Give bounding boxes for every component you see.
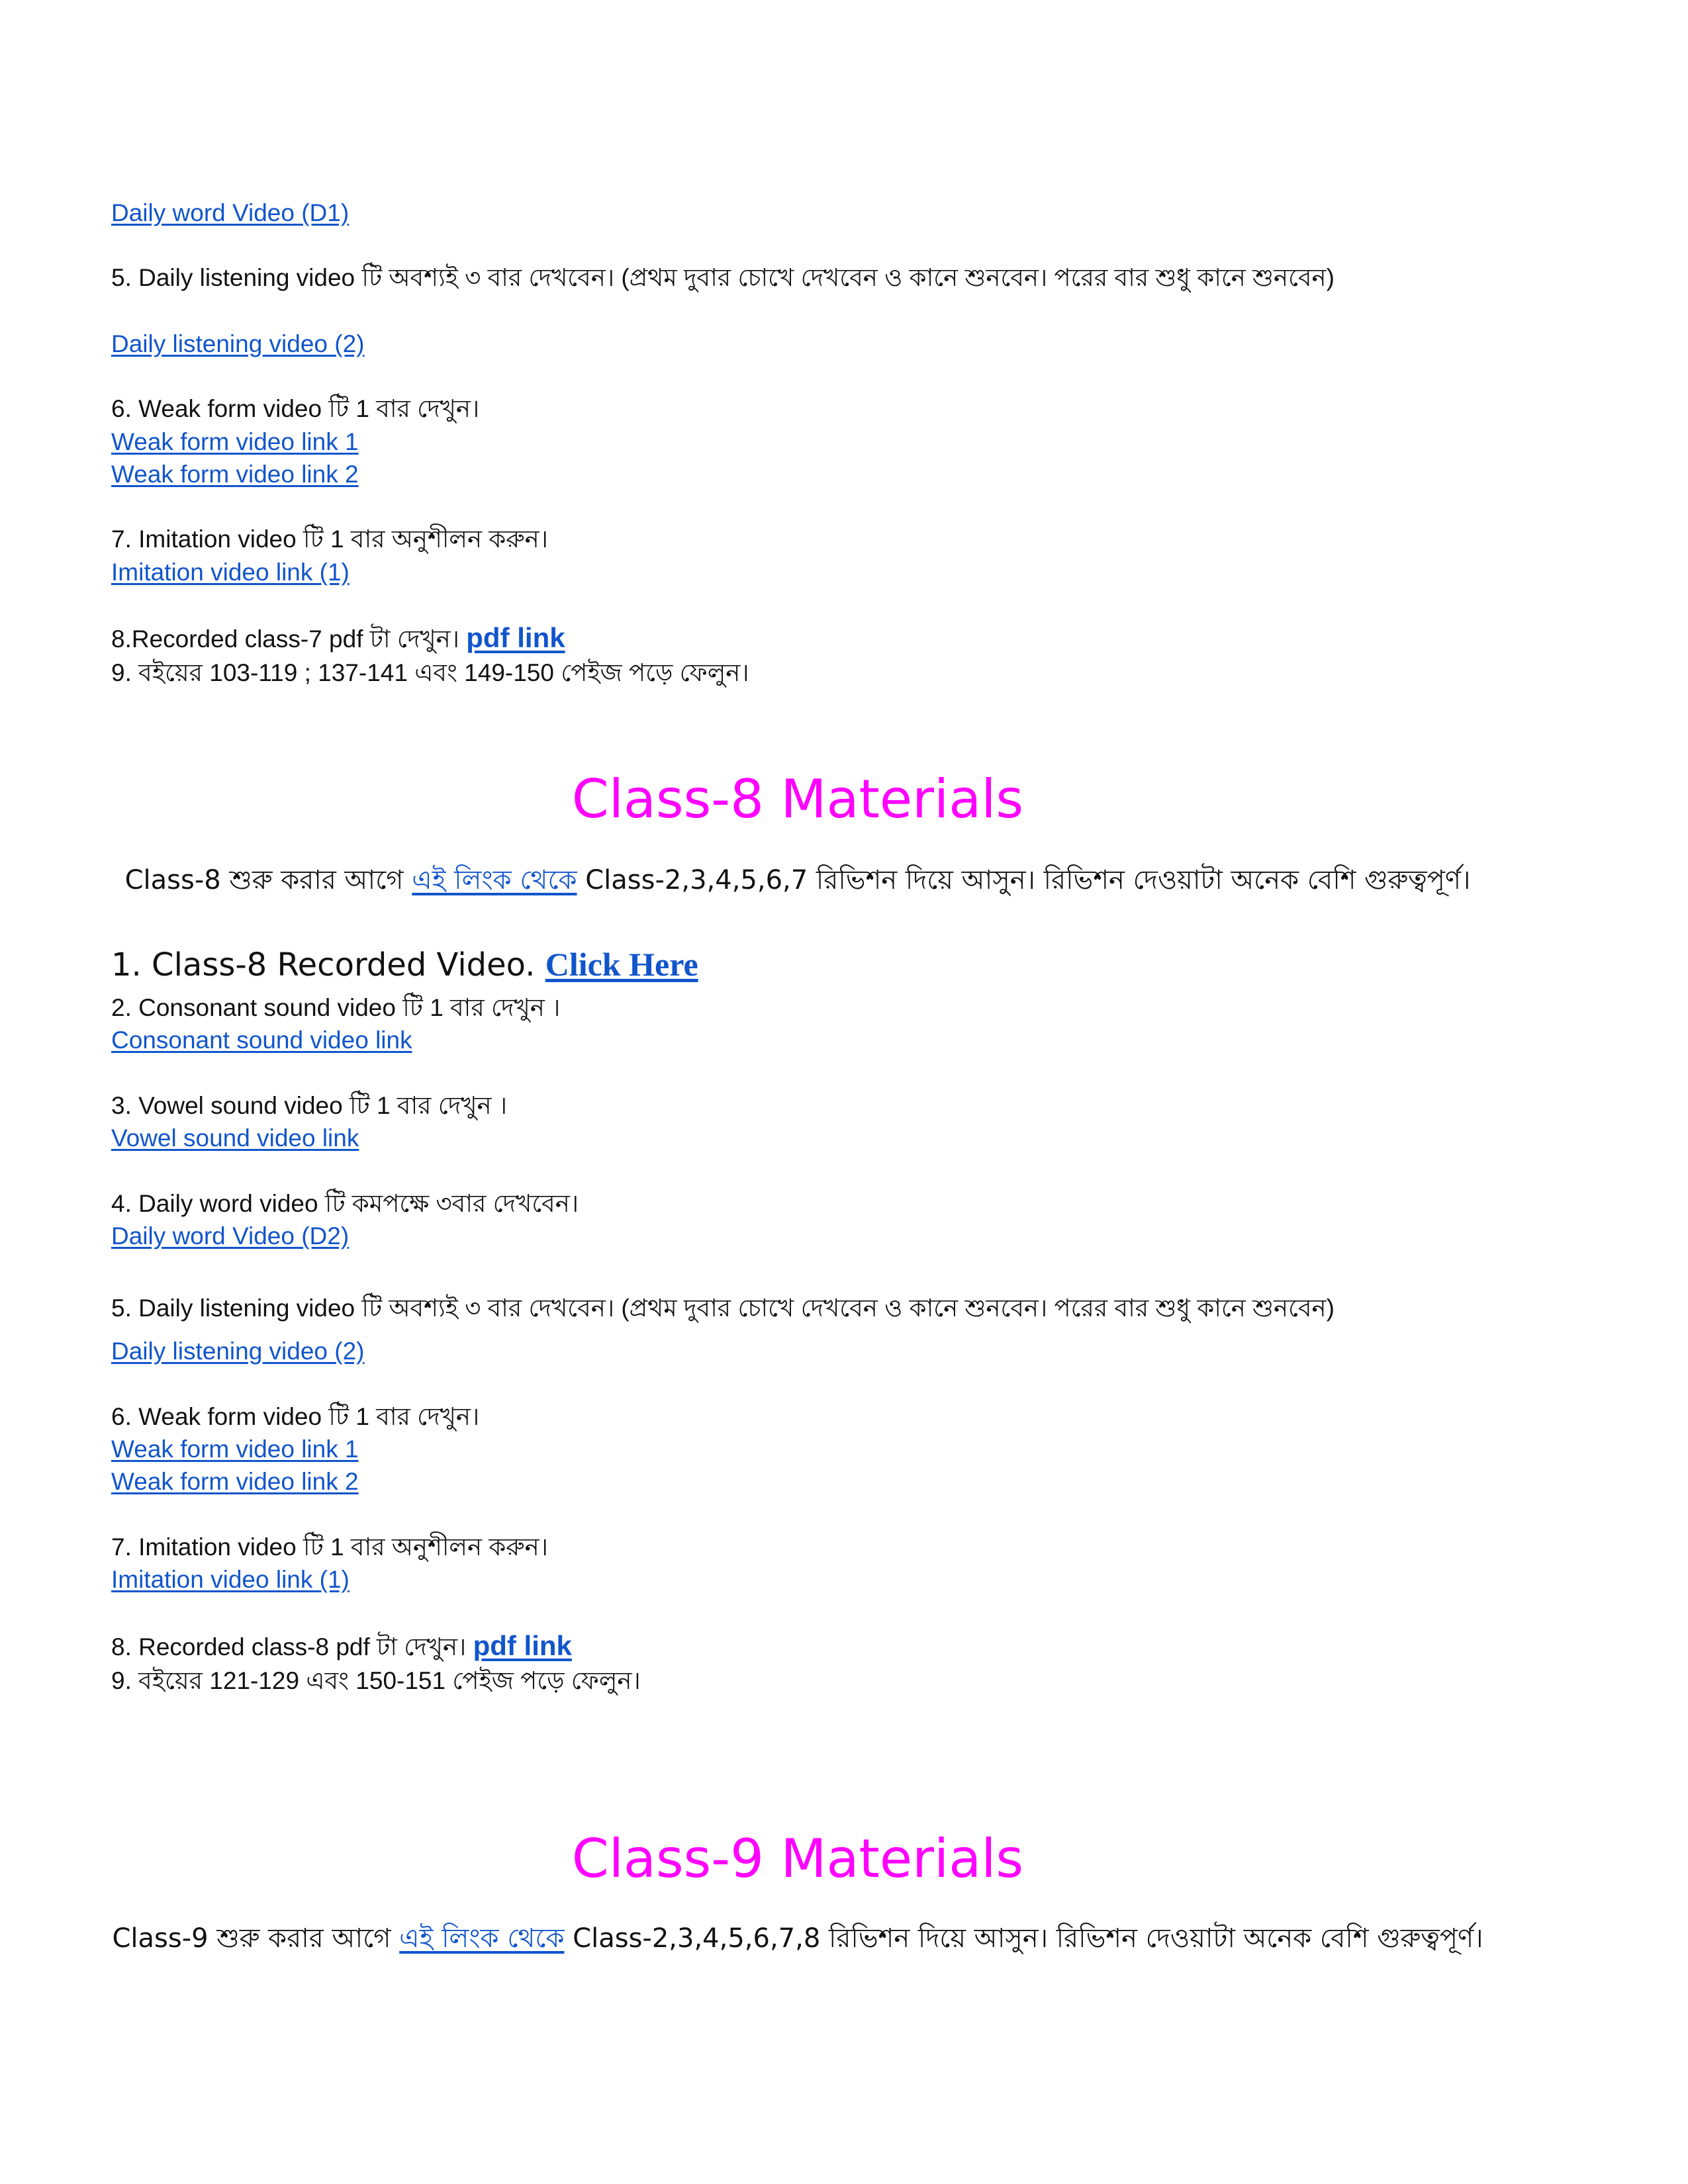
s7-daily-listening-link[interactable]: Daily listening video (2) — [111, 330, 365, 357]
s7-item7-text: 7. Imitation video টি 1 বার অনুশীলন করুন। — [111, 525, 548, 553]
class8-intro — [0, 862, 1595, 899]
s8-item2-line — [111, 1024, 412, 1056]
class8-intro-after: Class-2,3,4,5,6,7 রিভিশন দিয়ে আসুন। রিভিশন দেওয়াটা অনেক বেশি গুরুত্বপূর্ণ। — [577, 865, 1471, 895]
s8-item4-text: 4. Daily word video টি কমপক্ষে ৩বার দেখবেন। — [111, 1190, 579, 1217]
s7-item5-text: 5. Daily listening video টি অবশ্যই ৩ বার দেখবেন। (প্রথম দুবার চোখে দেখবেন ও কানে শুনবেন। পরের বার শুধু কানে শুনবেন) — [111, 264, 1335, 291]
s7-daily-word-link[interactable]: Daily word Video (D1) — [111, 199, 350, 226]
s7-item8-line — [111, 622, 565, 655]
s8-weak-form-link-2[interactable]: Weak form video link 2 — [111, 1468, 359, 1495]
class8-intro-before: Class-8 শুরু করার আগে — [124, 865, 412, 895]
s8-vowel-link[interactable]: Vowel sound video link — [111, 1124, 359, 1152]
class9-revision-link[interactable]: এই লিংক থেকে — [399, 1923, 565, 1954]
class9-intro-before: Class-9 শুরু করার আগে — [112, 1923, 400, 1954]
s7-weak-form-link-1[interactable]: Weak form video link 1 — [111, 428, 359, 455]
s8-daily-listening-link[interactable]: Daily listening video (2) — [111, 1338, 365, 1365]
s8-pdf-link[interactable]: pdf link — [473, 1630, 572, 1661]
s8-item3-text: 3. Vowel sound video টি 1 বার দেখুন । — [111, 1092, 508, 1119]
s8-item7-text: 7. Imitation video টি 1 বার অনুশীলন করুন। — [111, 1533, 548, 1561]
class8-heading: Class-8 Materials — [571, 768, 1024, 830]
class9-intro — [0, 1920, 1595, 1957]
s8-item6-line1 — [111, 1433, 359, 1465]
s7-item5-line — [111, 328, 365, 360]
s8-item8-line — [111, 1630, 572, 1663]
s8-item5-text: 5. Daily listening video টি অবশ্যই ৩ বার দেখবেন। (প্রথম দুবার চোখে দেখবেন ও কানে শুনবেন। পরের বার শুধু কানে শুনবেন) — [111, 1295, 1335, 1322]
s8-consonant-link[interactable]: Consonant sound video link — [111, 1026, 412, 1054]
s7-item7-line — [111, 557, 350, 588]
s8-weak-form-link-1[interactable]: Weak form video link 1 — [111, 1435, 359, 1463]
s8-item6-text: 6. Weak form video টি 1 বার দেখুন। — [111, 1403, 480, 1430]
s8-daily-word-link[interactable]: Daily word Video (D2) — [111, 1222, 350, 1250]
s8-item4-line — [111, 1220, 349, 1252]
s8-item9-text: 9. বইয়ের 121-129 এবং 150-151 পেইজ পড়ে ফেলুন। — [111, 1667, 641, 1694]
s8-item6-line2 — [111, 1466, 359, 1498]
s7-daily-word-line — [111, 197, 349, 229]
s8-item3-line — [111, 1122, 359, 1154]
s7-pdf-link[interactable]: pdf link — [466, 622, 565, 653]
s8-item1-text: 1. Class-8 Recorded Video. — [111, 946, 545, 983]
s8-item7-line — [111, 1564, 350, 1596]
s7-imitation-link[interactable]: Imitation video link (1) — [111, 559, 350, 586]
s8-item5-line — [111, 1336, 365, 1367]
class9-heading: Class-9 Materials — [571, 1828, 1024, 1889]
s7-weak-form-link-2[interactable]: Weak form video link 2 — [111, 461, 359, 488]
class8-revision-link[interactable]: এই লিংক থেকে — [412, 865, 577, 895]
s8-item2-text: 2. Consonant sound video টি 1 বার দেখুন । — [111, 994, 561, 1021]
s7-item6-text: 6. Weak form video টি 1 বার দেখুন। — [111, 395, 480, 422]
s8-click-here-link[interactable]: Click Here — [545, 946, 698, 983]
class9-intro-after: Class-2,3,4,5,6,7,8 রিভিশন দিয়ে আসুন। রিভিশন দেওয়াটা অনেক বেশি গুরুত্বপূর্ণ। — [564, 1923, 1483, 1954]
s8-imitation-link[interactable]: Imitation video link (1) — [111, 1566, 350, 1593]
s8-item8-text: 8. Recorded class-8 pdf টা দেখুন। — [111, 1633, 467, 1661]
s7-item9-text: 9. বইয়ের 103-119 ; 137-141 এবং 149-150 পেইজ পড়ে ফেলুন। — [111, 659, 749, 686]
s7-item6-line1 — [111, 426, 359, 458]
s8-item1-line — [111, 944, 698, 985]
s7-item6-line2 — [111, 459, 359, 490]
s7-item8-text: 8.Recorded class-7 pdf টা দেখুন। — [111, 625, 459, 653]
